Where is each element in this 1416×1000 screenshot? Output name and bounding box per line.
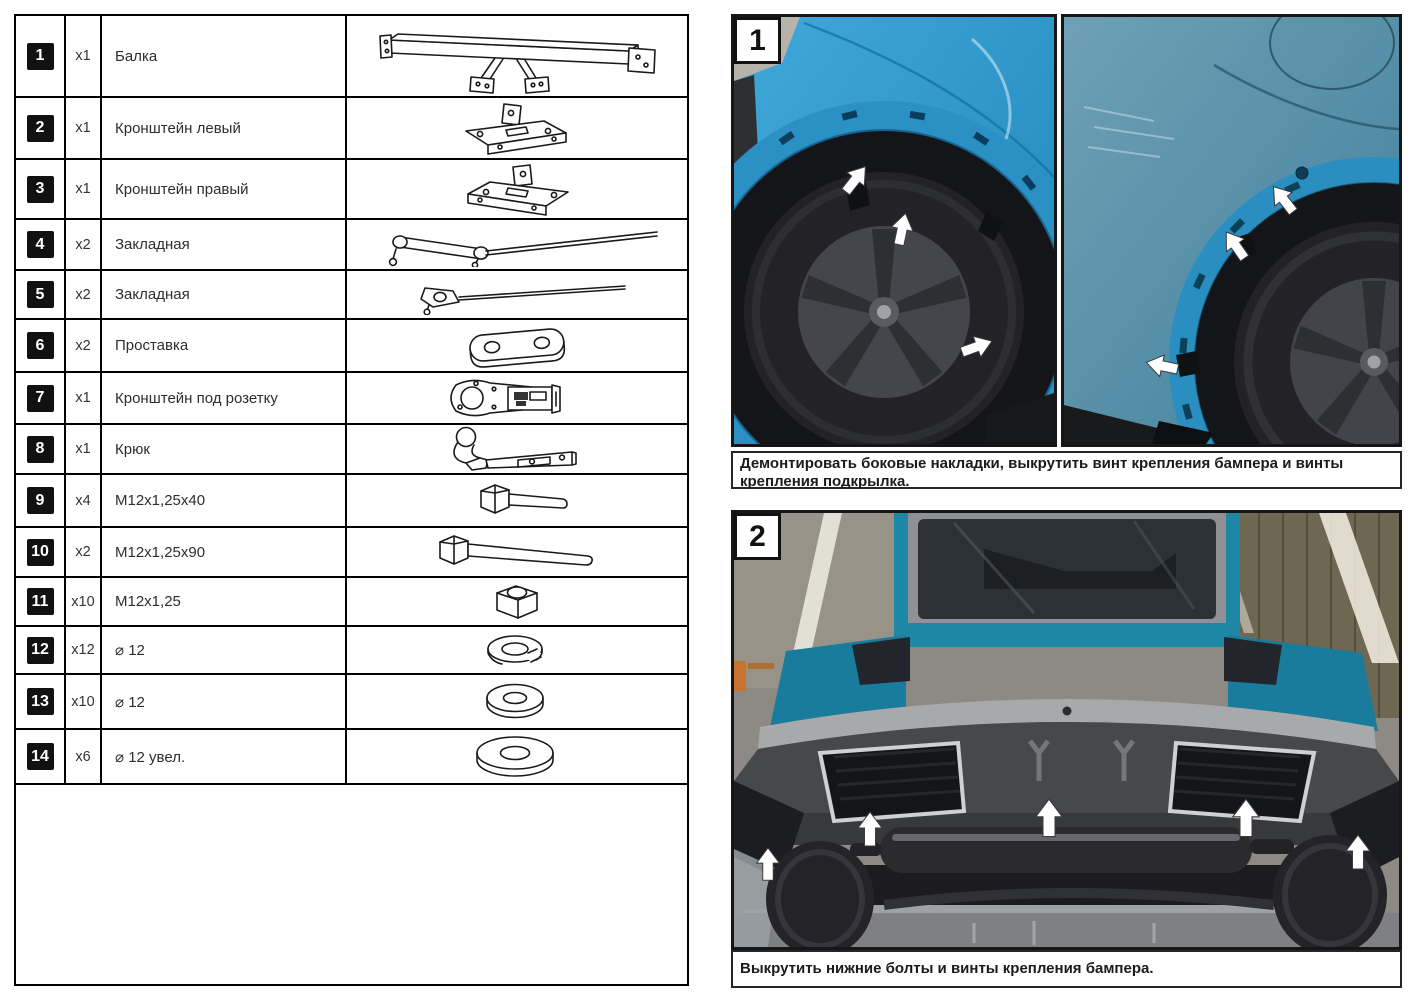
part-name: ⌀ 12 <box>102 675 347 728</box>
part-qty: x1 <box>66 373 102 423</box>
table-row <box>16 271 687 320</box>
table-row <box>16 320 687 373</box>
flat-washer-large-drawing <box>347 730 687 783</box>
part-number-badge: 8 <box>27 436 54 463</box>
crossbar-beam-drawing <box>347 16 687 96</box>
parts-table <box>14 14 689 986</box>
table-row <box>16 578 687 627</box>
part-qty: x2 <box>66 528 102 576</box>
table-row <box>16 528 687 578</box>
part-name: Кронштейн левый <box>102 98 347 158</box>
part-number-badge: 1 <box>27 43 54 70</box>
part-number-badge: 9 <box>27 487 54 514</box>
step-1-photo-right <box>1061 14 1402 447</box>
part-qty: x6 <box>66 730 102 783</box>
part-number-badge: 3 <box>27 176 54 203</box>
part-name: Проставка <box>102 320 347 371</box>
part-qty: x2 <box>66 320 102 371</box>
table-row <box>16 220 687 271</box>
embedded-plate-drawing <box>347 271 687 318</box>
part-number-badge: 6 <box>27 332 54 359</box>
part-name: ⌀ 12 <box>102 627 347 673</box>
part-name: M12x1,25 <box>102 578 347 625</box>
step-number-badge: 1 <box>734 17 781 64</box>
part-number-badge: 5 <box>27 281 54 308</box>
table-row <box>16 425 687 475</box>
part-name: Кронштейн правый <box>102 160 347 218</box>
part-qty: x10 <box>66 675 102 728</box>
step-1-caption: Демонтировать боковые накладки, выкрутить винт крепления бампера и винты крепления подкрылка. <box>731 451 1402 489</box>
part-name: M12x1,25x90 <box>102 528 347 576</box>
hex-nut-drawing <box>347 578 687 625</box>
part-name: M12x1,25x40 <box>102 475 347 526</box>
part-qty: x1 <box>66 425 102 473</box>
part-number-badge: 12 <box>27 637 54 664</box>
embedded-tube-drawing <box>347 220 687 269</box>
part-number-badge: 13 <box>27 688 54 715</box>
part-name: Закладная <box>102 271 347 318</box>
right-bracket-drawing <box>347 160 687 218</box>
part-qty: x10 <box>66 578 102 625</box>
table-row <box>16 160 687 220</box>
part-qty: x2 <box>66 271 102 318</box>
bolt-short-drawing <box>347 475 687 526</box>
part-name: Кронштейн под розетку <box>102 373 347 423</box>
bolt-long-drawing <box>347 528 687 576</box>
part-qty: x1 <box>66 16 102 96</box>
part-name: Балка <box>102 16 347 96</box>
table-row <box>16 475 687 528</box>
part-number-badge: 7 <box>27 385 54 412</box>
left-bracket-drawing <box>347 98 687 158</box>
table-row <box>16 627 687 675</box>
table-row <box>16 730 687 785</box>
table-empty-cell <box>16 785 687 984</box>
part-number-badge: 2 <box>27 115 54 142</box>
part-qty: x1 <box>66 98 102 158</box>
spring-washer-drawing <box>347 627 687 673</box>
part-qty: x2 <box>66 220 102 269</box>
part-number-badge: 14 <box>27 743 54 770</box>
part-qty: x4 <box>66 475 102 526</box>
part-name: Закладная <box>102 220 347 269</box>
tow-ball-hook-drawing <box>347 425 687 473</box>
table-row <box>16 16 687 98</box>
step-number-badge: 2 <box>734 513 781 560</box>
part-number-badge: 10 <box>27 539 54 566</box>
table-row <box>16 675 687 730</box>
part-name: Крюк <box>102 425 347 473</box>
step-2-caption: Выкрутить нижние болты и винты крепления бампера. <box>731 950 1402 988</box>
step-2-photo <box>731 510 1402 950</box>
part-number-badge: 11 <box>27 588 54 615</box>
step-1-photo-left <box>731 14 1057 447</box>
part-qty: x1 <box>66 160 102 218</box>
part-number-badge: 4 <box>27 231 54 258</box>
flat-washer-drawing <box>347 675 687 728</box>
part-name: ⌀ 12 увел. <box>102 730 347 783</box>
table-row <box>16 373 687 425</box>
part-qty: x12 <box>66 627 102 673</box>
socket-bracket-drawing <box>347 373 687 423</box>
spacer-plate-drawing <box>347 320 687 371</box>
table-row <box>16 98 687 160</box>
